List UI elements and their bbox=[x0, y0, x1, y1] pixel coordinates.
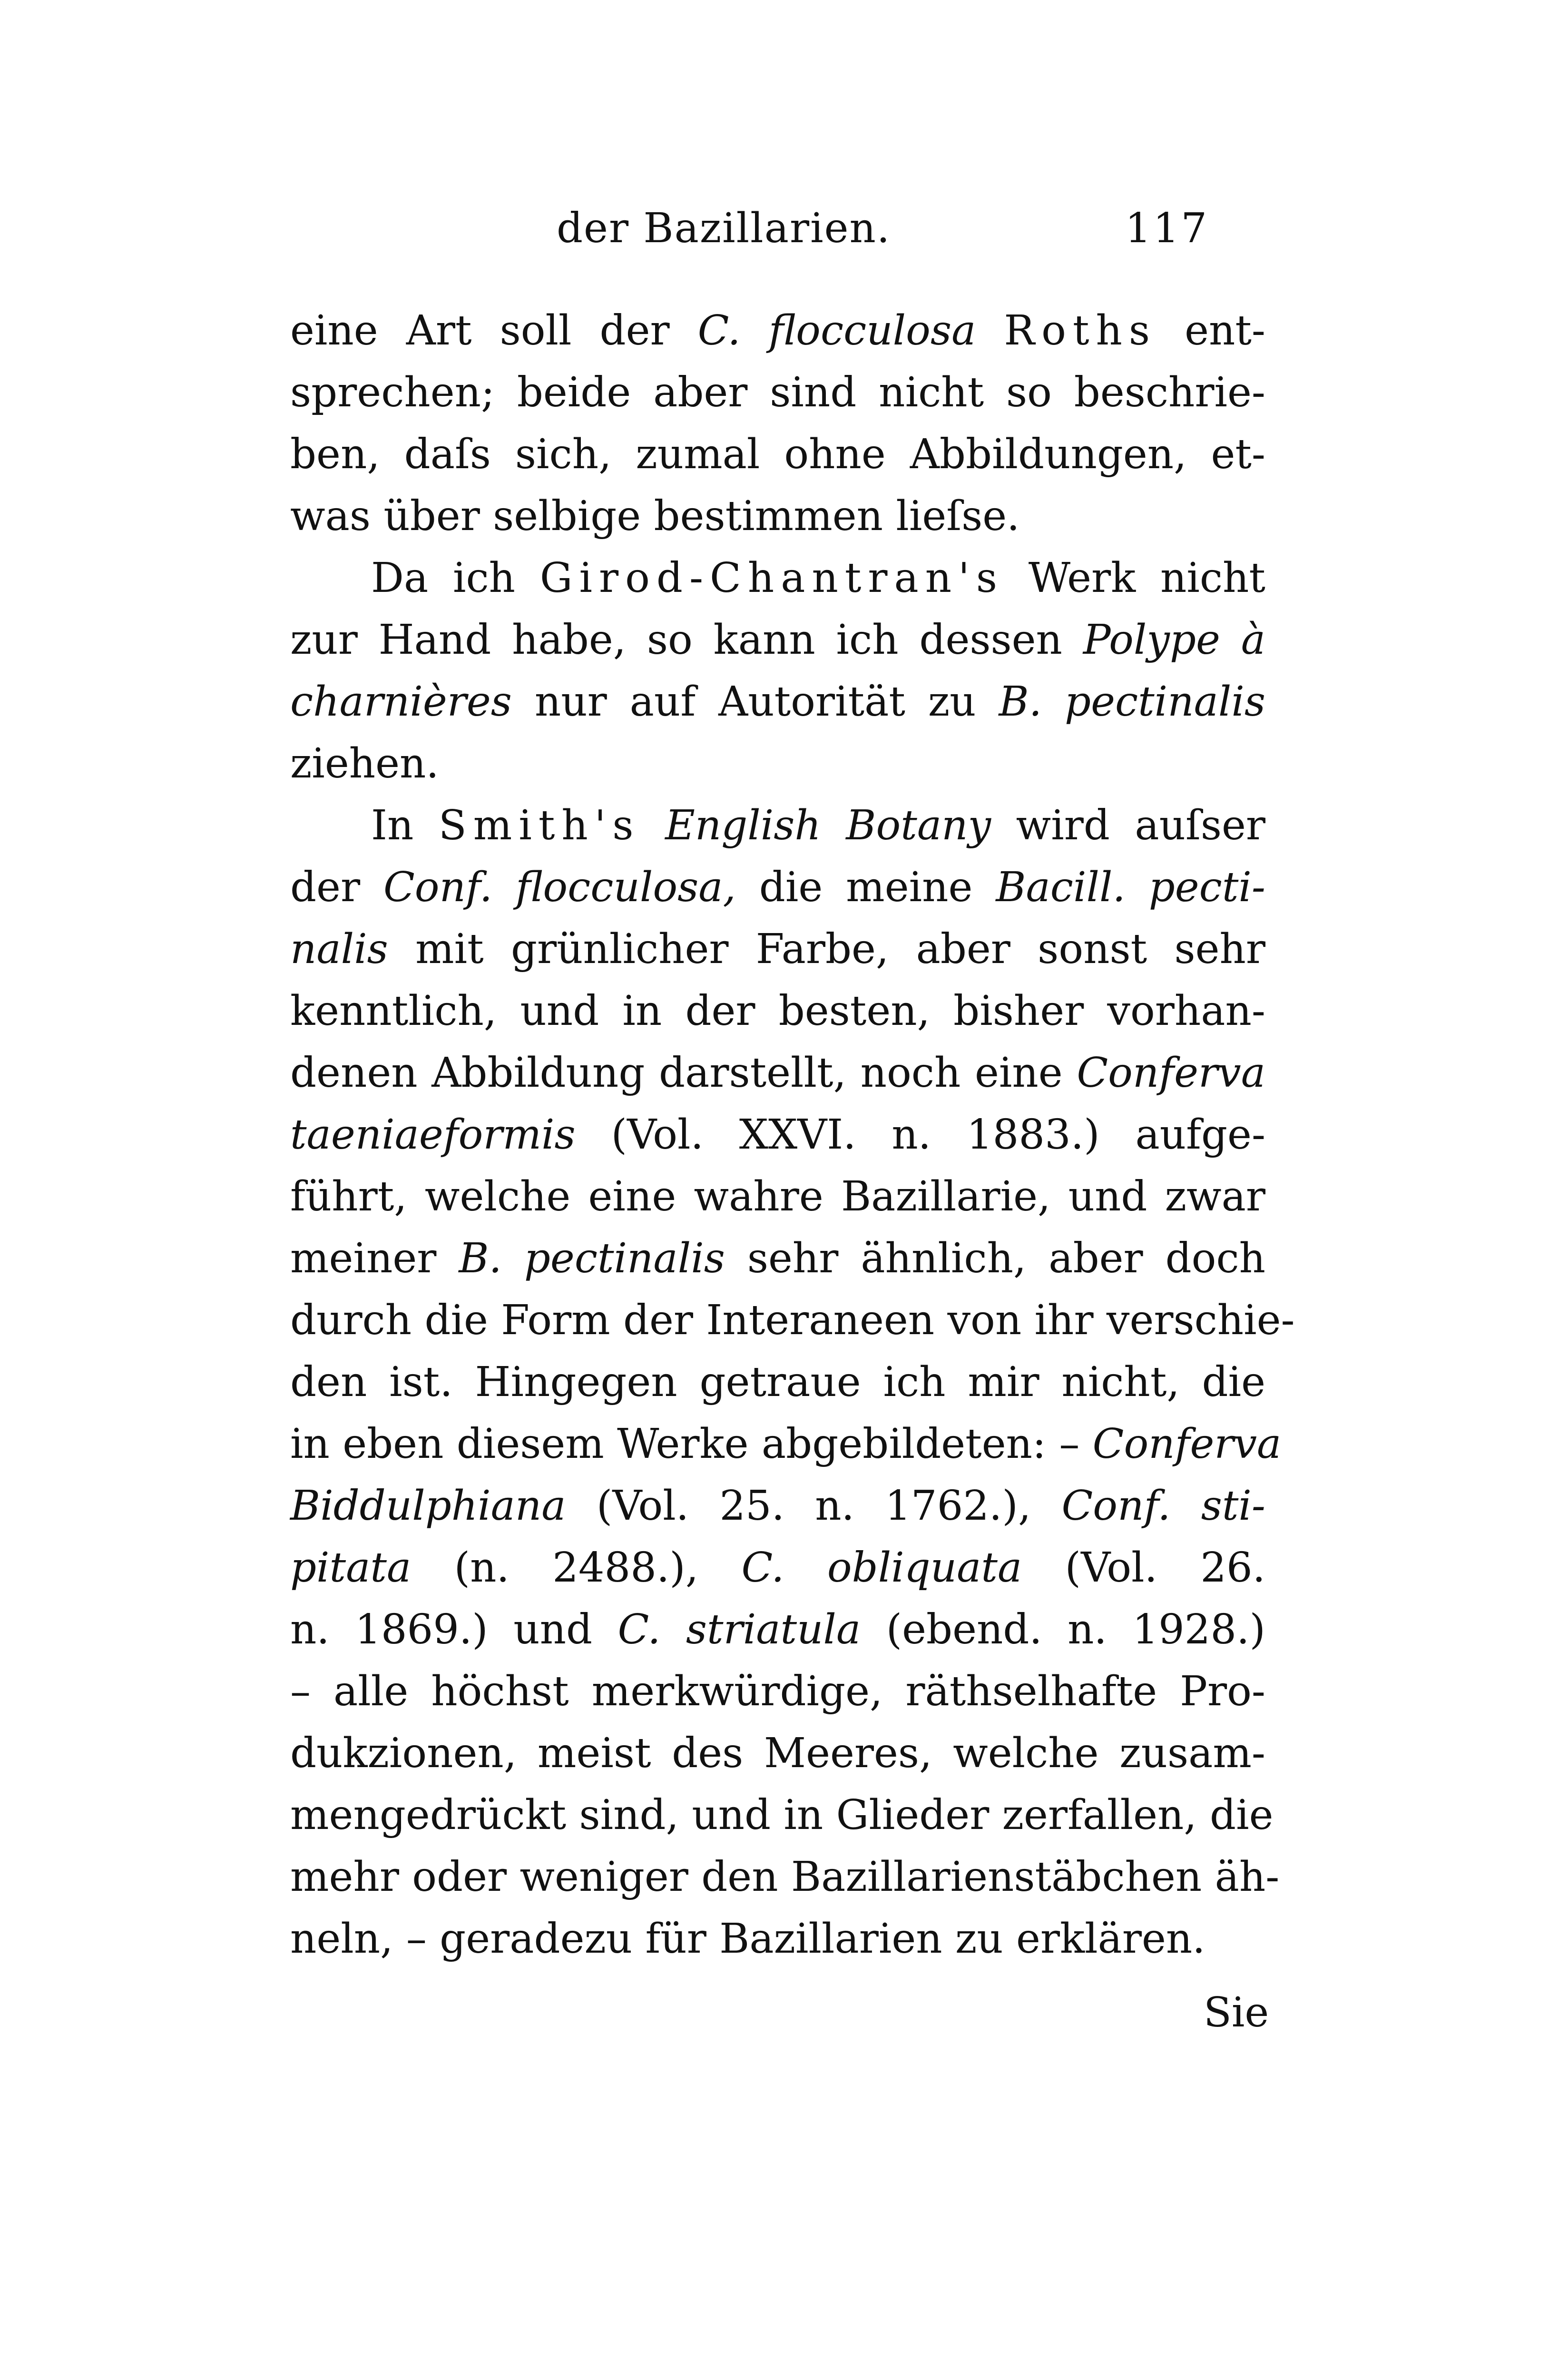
text-line bbox=[290, 733, 1265, 795]
text-run: zur Hand habe, so kann ich dessen bbox=[290, 616, 1083, 664]
text-run: neln, – geradezu für Bazillarien zu erklären. bbox=[290, 1915, 1205, 1963]
text-run: mengedrückt sind, und in Glieder zerfallen, die bbox=[290, 1791, 1274, 1839]
text-line bbox=[290, 300, 1265, 362]
text-line bbox=[290, 1104, 1265, 1166]
text-run: führt, welche eine wahre Bazillarie, und zwar bbox=[290, 1173, 1265, 1220]
italic-text: taeniaeformis bbox=[290, 1111, 576, 1159]
italic-text: Bacill. pecti- bbox=[996, 864, 1265, 911]
text-line bbox=[290, 1166, 1265, 1228]
text-run: eine Art soll der bbox=[290, 307, 698, 354]
text-line bbox=[290, 1413, 1282, 1475]
text-run: – alle höchst merkwürdige, räthselhafte Pro- bbox=[290, 1668, 1265, 1715]
text-run: n. 1869.) und bbox=[290, 1606, 618, 1653]
page-number: 117 bbox=[1125, 205, 1209, 252]
text-line bbox=[290, 1042, 1265, 1104]
italic-text: B. pectinalis bbox=[459, 1235, 725, 1282]
text-run: In bbox=[371, 802, 439, 849]
text-line bbox=[290, 918, 1265, 980]
text-run: den ist. Hingegen getraue ich mir nicht, die bbox=[290, 1358, 1265, 1406]
text-run: mehr oder weniger den Bazillarienstäbchen äh- bbox=[290, 1853, 1280, 1901]
spaced-name: Smith's bbox=[438, 802, 640, 849]
text-run: ben, daſs sich, zumal ohne Abbildungen, et- bbox=[290, 431, 1265, 478]
italic-text: Conferva bbox=[1077, 1049, 1265, 1097]
text-run: (n. 2488.), bbox=[411, 1544, 742, 1592]
text-run: die meine bbox=[735, 864, 996, 911]
italic-text: C. obliquata bbox=[741, 1544, 1022, 1592]
text-run: wird auſser bbox=[991, 802, 1265, 849]
text-line bbox=[290, 1475, 1265, 1537]
text-line bbox=[290, 1908, 1265, 1970]
text-run: in eben diesem Werke abgebildeten: – bbox=[290, 1420, 1093, 1468]
text-run: sprechen; beide aber sind nicht so beschrie- bbox=[290, 369, 1265, 416]
text-line bbox=[290, 980, 1265, 1042]
text-run: dukzionen, meist des Meeres, welche zusam- bbox=[290, 1730, 1265, 1777]
text-line bbox=[290, 1661, 1265, 1722]
text-run: ent- bbox=[1156, 307, 1265, 354]
text-line bbox=[290, 1784, 1274, 1846]
italic-text: pitata bbox=[290, 1544, 412, 1592]
italic-text: Conf. flocculosa, bbox=[383, 864, 736, 911]
body-text bbox=[290, 300, 1295, 1970]
text-run: denen Abbildung darstellt, noch eine bbox=[290, 1049, 1077, 1097]
text-run: (Vol. 25. n. 1762.), bbox=[566, 1482, 1062, 1530]
text-run: ziehen. bbox=[290, 740, 439, 787]
text-line bbox=[290, 1351, 1265, 1413]
text-line bbox=[290, 671, 1265, 733]
italic-text: Conf. sti- bbox=[1061, 1482, 1265, 1530]
italic-text: charnières bbox=[290, 678, 512, 726]
text-run: was über selbige bestimmen lieſse. bbox=[290, 492, 1020, 540]
italic-text: Biddulphiana bbox=[290, 1482, 566, 1530]
text-run: (Vol. 26. bbox=[1022, 1544, 1266, 1592]
running-title: der Bazillarien. bbox=[557, 205, 891, 252]
text-line bbox=[290, 795, 1265, 856]
italic-text: B. pectinalis bbox=[999, 678, 1265, 726]
text-line bbox=[290, 1599, 1265, 1661]
text-run: durch die Form der Interaneen von ihr verschie- bbox=[290, 1297, 1295, 1344]
text-line bbox=[290, 1537, 1265, 1599]
text-line bbox=[290, 423, 1265, 485]
italic-text: Conferva bbox=[1092, 1420, 1282, 1468]
text-line bbox=[290, 609, 1265, 671]
text-run: nur auf Autorität zu bbox=[511, 678, 999, 726]
spaced-name: Roths bbox=[1004, 307, 1157, 354]
text-run: kenntlich, und in der besten, bisher vorhan- bbox=[290, 987, 1265, 1035]
text-line bbox=[290, 1846, 1280, 1908]
text-line bbox=[290, 1289, 1295, 1351]
italic-text: English Botany bbox=[665, 802, 991, 849]
italic-text: nalis bbox=[290, 925, 388, 973]
text-run: (ebend. n. 1928.) bbox=[861, 1606, 1266, 1653]
italic-text: C. flocculosa bbox=[697, 307, 976, 354]
text-run: Da ich bbox=[371, 554, 540, 602]
text-run: mit grünlicher Farbe, aber sonst sehr bbox=[388, 925, 1265, 973]
catchword: Sie bbox=[1204, 1989, 1269, 2036]
italic-text: C. striatula bbox=[617, 1606, 861, 1653]
text-run bbox=[976, 307, 1004, 354]
text-run: der bbox=[290, 864, 383, 911]
text-line bbox=[290, 485, 1265, 547]
text-run: (Vol. XXVI. n. 1883.) aufge- bbox=[575, 1111, 1265, 1159]
text-run: meiner bbox=[290, 1235, 459, 1282]
text-line bbox=[290, 856, 1265, 918]
text-line bbox=[290, 1228, 1265, 1289]
text-line bbox=[290, 362, 1265, 423]
text-run: sehr ähnlich, aber doch bbox=[725, 1235, 1266, 1282]
text-run: Werk nicht bbox=[1003, 554, 1265, 602]
text-line bbox=[290, 1722, 1265, 1784]
spaced-name: Girod-Chantran's bbox=[539, 554, 1004, 602]
italic-text: Polype à bbox=[1083, 616, 1265, 664]
text-run bbox=[640, 802, 666, 849]
text-line bbox=[290, 547, 1265, 609]
